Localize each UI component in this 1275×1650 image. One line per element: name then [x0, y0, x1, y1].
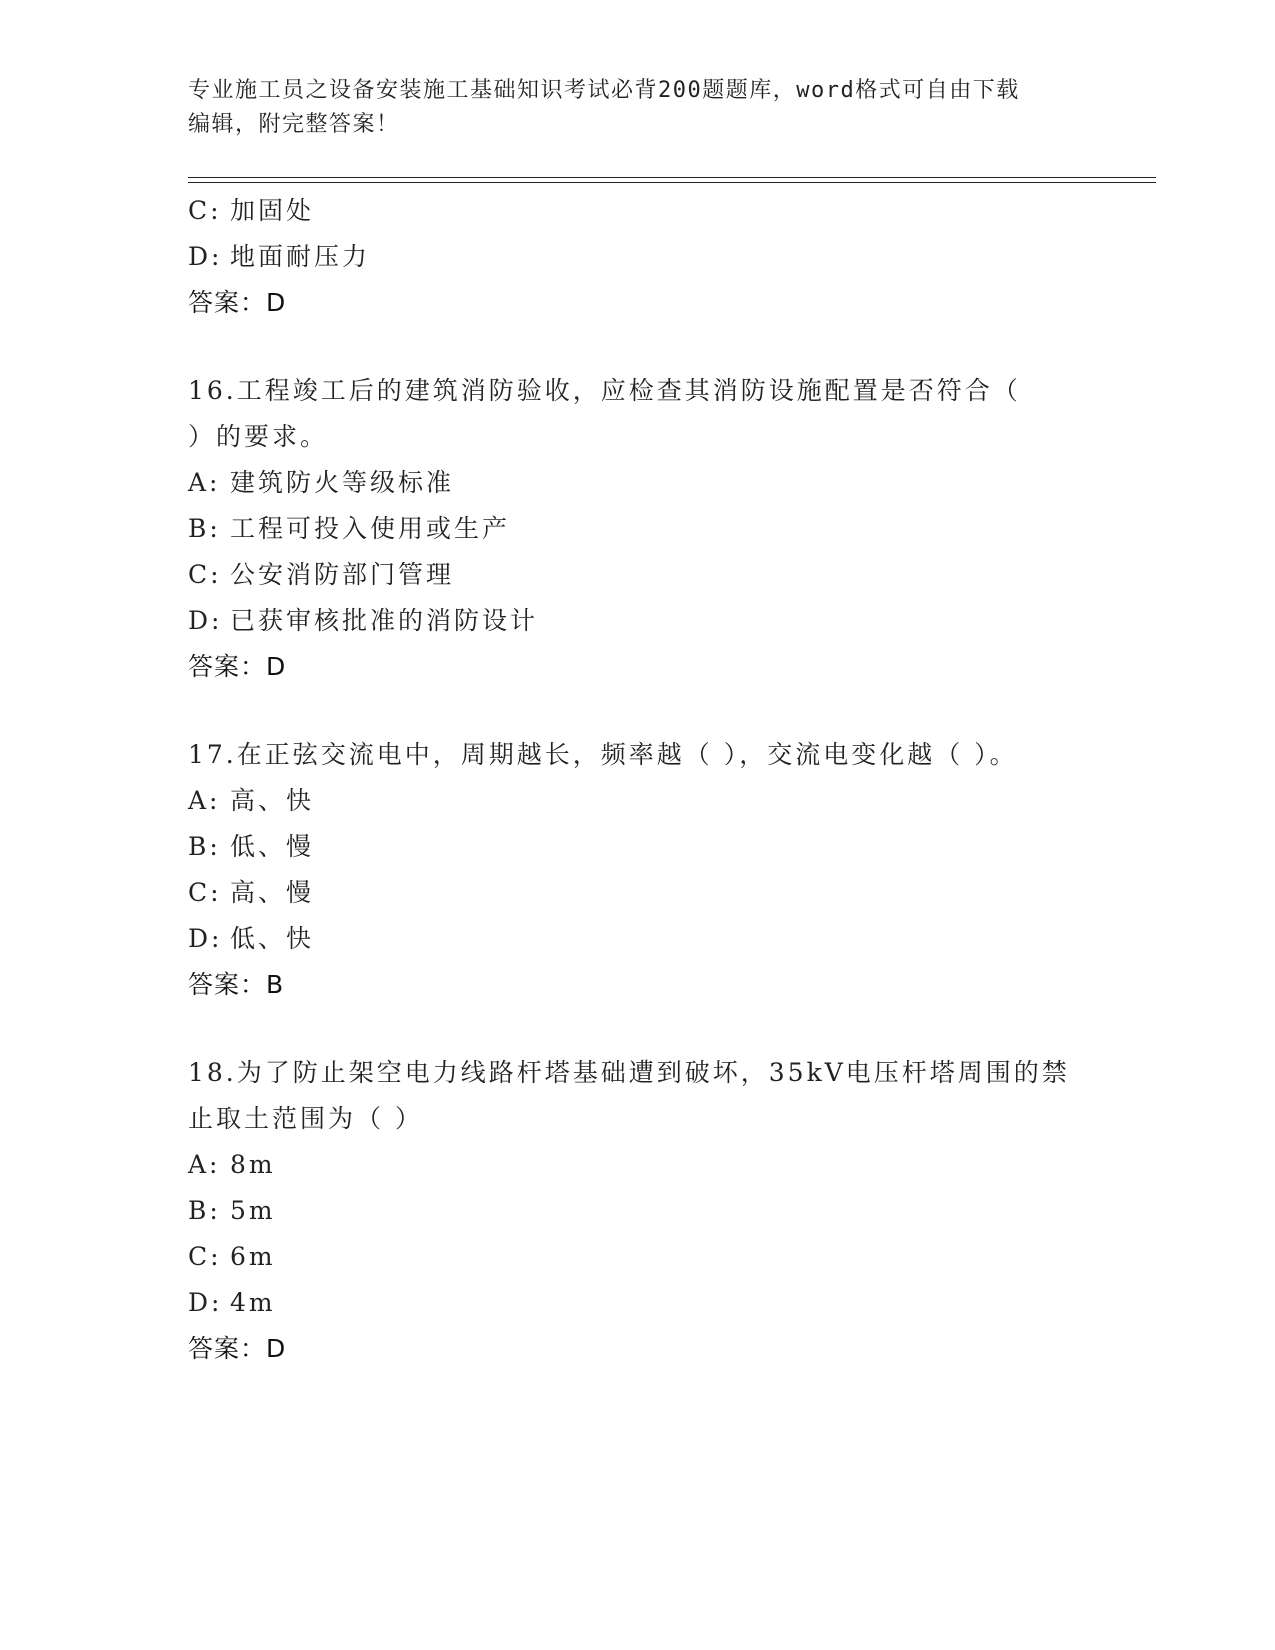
- option-d: [188, 598, 1088, 644]
- option-key: B:: [188, 514, 221, 543]
- option-text: 高、慢: [230, 878, 315, 907]
- option-text: 加固处: [230, 196, 315, 225]
- answer-line: 答案：D: [188, 288, 287, 317]
- question-stem: [188, 1050, 1088, 1142]
- option-d: [188, 234, 1088, 280]
- option-text: 低、慢: [230, 832, 315, 861]
- answer-line: 答案：B: [188, 970, 285, 999]
- option-key: A:: [188, 1150, 221, 1179]
- header-divider-top: [188, 177, 1156, 178]
- option-key: C:: [188, 878, 222, 907]
- option-c: [188, 188, 1088, 234]
- question-stem-line-1: 18.为了防止架空电力线路杆塔基础遭到破坏，35kV电压杆塔周围的禁: [188, 1058, 1070, 1087]
- option-text: 建筑防火等级标准: [230, 468, 455, 497]
- option-a: [188, 778, 1088, 824]
- option-key: C:: [188, 560, 222, 589]
- option-a: [188, 460, 1088, 506]
- option-key: A:: [188, 786, 221, 815]
- option-text: 5m: [230, 1196, 276, 1225]
- option-c: [188, 552, 1088, 598]
- header-line-2: 编辑，附完整答案！: [188, 112, 400, 137]
- question-stem-line-2: 止取土范围为（ ）: [188, 1104, 423, 1133]
- option-key: D:: [188, 924, 223, 953]
- option-text: 8m: [230, 1150, 276, 1179]
- option-b: [188, 506, 1088, 552]
- option-d: [188, 916, 1088, 962]
- question-18: [188, 1050, 1088, 1372]
- option-a: [188, 1142, 1088, 1188]
- option-b: [188, 824, 1088, 870]
- option-key: D:: [188, 242, 223, 271]
- carryover-block: [188, 188, 1088, 326]
- option-key: C:: [188, 196, 222, 225]
- question-stem-line-1: 17.在正弦交流电中，周期越长，频率越（ ），交流电变化越（ ）。: [188, 740, 1018, 769]
- question-16: [188, 368, 1088, 690]
- question-17: [188, 732, 1088, 1008]
- option-text: 地面耐压力: [230, 242, 371, 271]
- option-c: [188, 1234, 1088, 1280]
- option-key: C:: [188, 1242, 222, 1271]
- question-stem: [188, 368, 1088, 460]
- option-d: [188, 1280, 1088, 1326]
- option-key: D:: [188, 1288, 223, 1317]
- option-text: 6m: [230, 1242, 276, 1271]
- option-b: [188, 1188, 1088, 1234]
- header-divider-bottom: [188, 182, 1156, 183]
- document-header: [188, 74, 1088, 142]
- document-body: [188, 188, 1088, 1372]
- option-text: 公安消防部门管理: [230, 560, 455, 589]
- option-key: A:: [188, 468, 221, 497]
- question-stem-line-2: ）的要求。: [188, 422, 329, 451]
- option-text: 低、快: [230, 924, 315, 953]
- option-text: 工程可投入使用或生产: [230, 514, 511, 543]
- answer-line: 答案：D: [188, 652, 287, 681]
- option-c: [188, 870, 1088, 916]
- option-key: D:: [188, 606, 223, 635]
- option-key: B:: [188, 1196, 221, 1225]
- option-key: B:: [188, 832, 221, 861]
- question-stem-line-1: 16.工程竣工后的建筑消防验收，应检查其消防设施配置是否符合（: [188, 376, 1021, 405]
- option-text: 高、快: [230, 786, 315, 815]
- question-stem: [188, 732, 1088, 778]
- header-line-1: 专业施工员之设备安装施工基础知识考试必背200题题库，word格式可自由下载: [188, 78, 1020, 103]
- option-text: 4m: [230, 1288, 276, 1317]
- answer-line: 答案：D: [188, 1334, 287, 1363]
- option-text: 已获审核批准的消防设计: [230, 606, 539, 635]
